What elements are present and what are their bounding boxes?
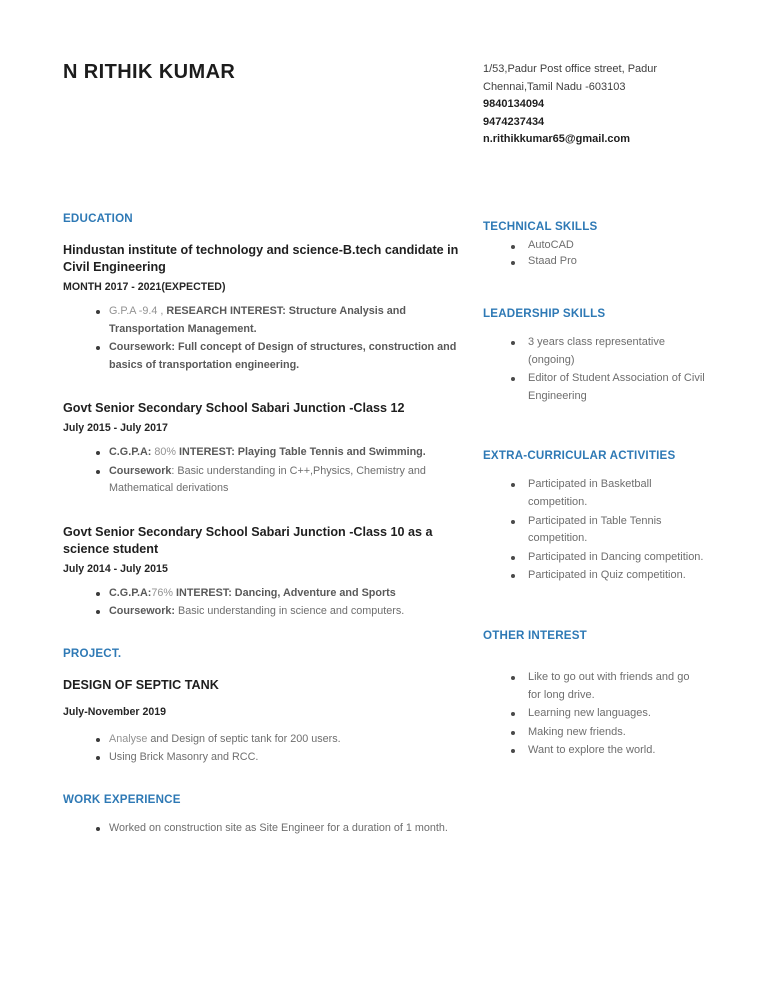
text-segment: Coursework <box>109 464 172 477</box>
bullet-item: Staad Pro <box>483 254 715 269</box>
bullet-item: Participated in Basketball competition. <box>483 476 715 511</box>
bullet-list <box>483 334 715 405</box>
section-title: EXTRA-CURRICULAR ACTIVITIES <box>483 449 676 463</box>
section-title: PROJECT. <box>63 646 122 660</box>
resume-entry <box>63 242 471 374</box>
section-extra-curricular-activities <box>483 449 715 585</box>
contact-line: 9840134094 <box>483 98 545 111</box>
section-title: WORK EXPERIENCE <box>63 792 181 806</box>
text-segment: : Basic understanding in C++,Physics, Chemistry and Mathematical derivations <box>109 464 426 494</box>
entry-heading: DESIGN OF SEPTIC TANK <box>63 677 219 692</box>
text-segment: Worked on construction site as Site Engineer for a duration of 1 month. <box>109 821 448 834</box>
contact-line: Chennai,Tamil Nadu -603103 <box>483 80 626 93</box>
bullet-list <box>63 585 471 621</box>
text-segment: INTEREST: Dancing, Adventure and Sports <box>176 586 396 599</box>
text-segment: 80% <box>154 446 180 458</box>
text-segment: C.G.P.A: <box>109 446 155 458</box>
entry-date: MONTH 2017 - 2021(EXPECTED) <box>63 281 226 293</box>
section-title: EDUCATION <box>63 212 133 225</box>
contact-line: 1/53,Padur Post office street, Padur <box>483 63 658 75</box>
resume-entry <box>63 400 471 498</box>
bullet-list <box>483 476 715 585</box>
resume-entry <box>63 820 471 838</box>
bullet-item: Making new friends. <box>483 724 715 742</box>
bullet-item: Like to go out with friends and go for long drive. <box>483 669 715 704</box>
entry-date: July 2014 - July 2015 <box>63 562 168 575</box>
section-leadership-skills <box>483 307 715 405</box>
entry-heading: Govt Senior Secondary School Sabari Junction -Class 12 <box>63 401 405 415</box>
bullet-item: Learning new languages. <box>483 705 715 723</box>
bullet-item <box>63 820 471 838</box>
bullet-list <box>63 444 471 498</box>
resume-entry <box>63 677 471 767</box>
bullet-item <box>63 303 471 338</box>
candidate-name: N RITHIK KUMAR <box>63 61 236 83</box>
bullet-list <box>483 669 715 760</box>
bullet-list <box>483 238 715 269</box>
text-segment: Basic understanding in science and computers. <box>178 605 405 617</box>
bullet-item <box>63 731 471 749</box>
bullet-item <box>63 463 471 498</box>
text-segment: Coursework: <box>109 605 178 617</box>
contact-line: 9474237434 <box>483 115 545 128</box>
bullet-item <box>63 603 471 621</box>
text-segment: RESEARCH INTEREST: Structure Analysis and Transportation Management. <box>109 305 406 335</box>
contact-block <box>483 61 738 149</box>
text-segment: and Design of septic tank for 200 users. <box>150 732 341 745</box>
section-other-interest <box>483 629 715 760</box>
bullet-item: Participated in Table Tennis competition. <box>483 513 715 548</box>
bullet-item <box>63 749 471 767</box>
bullet-item: Editor of Student Association of Civil Engineering <box>483 370 715 405</box>
section-education <box>63 212 471 621</box>
section-technical-skills <box>483 220 715 269</box>
section-work-experience <box>63 793 471 838</box>
entry-date: July 2015 - July 2017 <box>63 422 168 434</box>
text-segment: Coursework: Full concept of Design of structures, construction and basics of transportation engineering. <box>109 341 457 371</box>
bullet-item: 3 years class representative (ongoing) <box>483 334 715 369</box>
bullet-item <box>63 444 471 462</box>
text-segment: 76% <box>151 586 177 599</box>
entry-heading: Govt Senior Secondary School Sabari Junction -Class 10 as a science student <box>63 524 433 556</box>
section-project- <box>63 647 471 767</box>
bullet-list <box>63 303 471 374</box>
text-segment: G.P.A -9.4 , <box>109 305 167 317</box>
text-segment: Analyse <box>109 732 151 745</box>
entry-date: July-November 2019 <box>63 705 167 718</box>
section-title: TECHNICAL SKILLS <box>483 220 598 233</box>
text-segment: C.G.P.A: <box>109 586 152 599</box>
bullet-item: Participated in Quiz competition. <box>483 567 715 585</box>
section-title: LEADERSHIP SKILLS <box>483 307 606 320</box>
resume-entry <box>63 524 471 621</box>
bullet-item: Participated in Dancing competition. <box>483 549 715 567</box>
bullet-item: AutoCAD <box>483 238 715 253</box>
bullet-item: Want to explore the world. <box>483 742 715 760</box>
bullet-list <box>63 820 471 838</box>
bullet-list <box>63 731 471 767</box>
entry-heading: Hindustan institute of technology and science-B.tech candidate in Civil Engineering <box>63 243 459 274</box>
text-segment: Using Brick Masonry and RCC. <box>109 751 259 763</box>
text-segment: INTEREST: Playing Table Tennis and Swimming. <box>179 446 426 458</box>
bullet-item <box>63 585 471 603</box>
bullet-item <box>63 339 471 374</box>
right-column <box>483 220 715 804</box>
section-title: OTHER INTEREST <box>483 628 587 642</box>
contact-line: n.rithikkumar65@gmail.com <box>483 133 631 146</box>
left-column <box>63 212 471 849</box>
